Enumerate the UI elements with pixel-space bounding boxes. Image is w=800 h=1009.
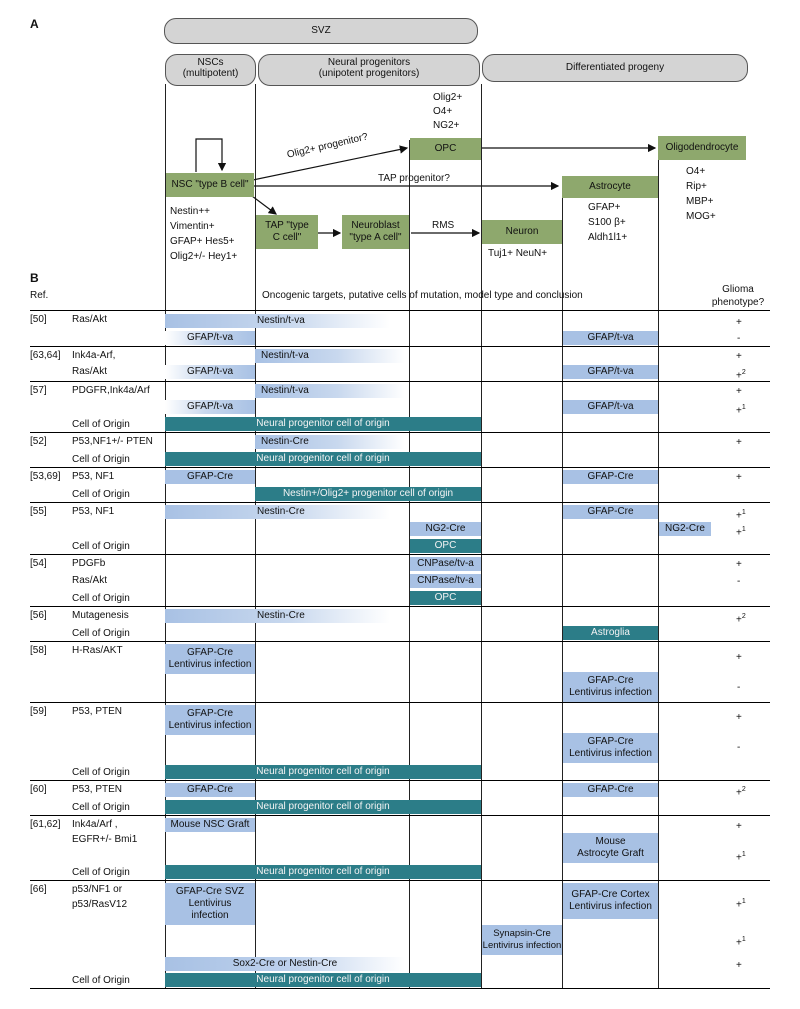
gfap-cre-lenti-bar	[165, 705, 255, 735]
gfap-tva-bar	[563, 331, 658, 345]
bar-label: Neural progenitor cell of origin	[256, 453, 390, 464]
row-divider	[30, 554, 770, 555]
coo-label: Cell of Origin	[72, 593, 130, 604]
phenotype-sign: +	[736, 852, 742, 864]
bar-label: GFAP-Cre	[587, 471, 634, 482]
row-divider	[30, 988, 770, 989]
origin-bar	[165, 973, 481, 987]
gfap-cre-cortex-bar	[563, 883, 658, 919]
astrocyte-marker: Aldh1l1+	[588, 232, 628, 243]
row-divider	[30, 502, 770, 503]
row-divider	[30, 467, 770, 468]
gfap-cre-svz-bar	[165, 883, 255, 925]
coo-label: Cell of Origin	[72, 767, 130, 778]
neuron-box	[482, 220, 562, 244]
tap-label-2: C cell"	[272, 232, 302, 243]
phenotype-mark	[736, 524, 746, 539]
bar-label: CNPase/tv-a	[417, 558, 474, 569]
phenotype-mark: +	[736, 559, 742, 570]
bar-label: Astroglia	[591, 627, 630, 638]
phenotype-mark: +	[736, 317, 742, 328]
phenotype-sup: 1	[741, 851, 746, 858]
gfap-tva-bar	[165, 331, 255, 345]
neuroblast-box	[342, 215, 409, 249]
glioma-header-1: Glioma	[722, 284, 754, 295]
bar-label: GFAP-Cre SVZ	[175, 886, 245, 897]
bar-label: GFAP-Cre	[587, 736, 634, 747]
ref-cell: [50]	[30, 314, 47, 325]
bar-label: Nestin+/Olig2+ progenitor cell of origin	[282, 488, 454, 499]
rms-label: RMS	[432, 220, 455, 231]
target-cell: H-Ras/AKT	[72, 645, 123, 656]
target-cell: Ink4a/Arf ,	[72, 819, 118, 830]
sox2-nestin-cre-bar	[165, 957, 405, 971]
ref-cell: [61,62]	[30, 819, 61, 830]
origin-bar	[165, 865, 481, 879]
differentiated-label: Differentiated progeny	[565, 62, 665, 73]
bar-label: Lentivirus infection	[569, 687, 652, 698]
bar-label: NG2-Cre	[425, 523, 466, 534]
ref-cell: [55]	[30, 506, 47, 517]
bar-label: GFAP/t-va	[587, 401, 634, 412]
ref-cell: [53,69]	[30, 471, 61, 482]
nsc-marker: Nestin++	[170, 206, 211, 217]
nsc-box	[166, 173, 254, 197]
astrocyte-marker: S100 β+	[588, 217, 626, 228]
bar-label: Sox2-Cre or Nestin-Cre	[232, 958, 338, 969]
target-cell: PDGFb	[72, 558, 106, 569]
origin-bar	[410, 539, 481, 553]
bar-label: GFAP-Cre	[587, 784, 634, 795]
row-divider	[30, 815, 770, 816]
origin-bar	[255, 487, 481, 501]
bar-label: GFAP/t-va	[186, 332, 234, 343]
bar-label: Neural progenitor cell of origin	[256, 801, 390, 812]
astrocyte-box	[562, 176, 658, 198]
gfap-tva-bar	[165, 400, 255, 414]
phenotype-mark	[736, 507, 746, 522]
phenotype-mark: +	[736, 960, 742, 971]
opc-marker: Olig2+	[433, 92, 463, 103]
bar-label: Lentivirus infection	[482, 940, 562, 951]
target-cell: P53, PTEN	[72, 706, 123, 717]
bar-label: Lentivirus infection	[168, 659, 252, 670]
nsc-label: NSC "type B cell"	[171, 179, 249, 190]
ref-cell: [54]	[30, 558, 47, 569]
coo-label: Cell of Origin	[72, 541, 130, 552]
phenotype-sign: +	[736, 787, 742, 799]
tap-label-1: TAP "type	[265, 220, 309, 231]
row-divider	[30, 702, 770, 703]
bar-label: Lentivirus infection	[569, 901, 652, 912]
astrocyte-label: Astrocyte	[589, 181, 631, 192]
tap-progenitor-label: TAP progenitor?	[378, 173, 450, 184]
gfap-cre-bar	[563, 470, 658, 484]
ref-cell: [59]	[30, 706, 47, 717]
nsc-marker: GFAP+ Hes5+	[170, 236, 235, 247]
nscs-label-2: (multipotent)	[182, 68, 239, 79]
bar-label: Lentivirus infection	[168, 720, 252, 731]
gfap-cre-lenti-bar	[563, 733, 658, 763]
coo-label: Cell of Origin	[72, 802, 130, 813]
origin-bar	[165, 452, 481, 466]
bar-label: infection	[191, 910, 229, 921]
nsc-marker: Vimentin+	[170, 221, 215, 232]
opc-box	[410, 138, 481, 160]
bar-label: GFAP-Cre Cortex	[571, 889, 650, 900]
row-divider	[30, 432, 770, 433]
cnpase-bar	[410, 574, 481, 588]
astrocyte-marker: GFAP+	[588, 202, 621, 213]
target-cell: p53/RasV12	[72, 899, 128, 910]
bar-label: CNPase/tv-a	[417, 575, 474, 586]
target-cell: P53,NF1+/- PTEN	[72, 436, 153, 447]
phenotype-mark: -	[737, 742, 741, 753]
gfap-cre-bar	[165, 783, 255, 797]
row-divider	[30, 310, 770, 311]
oligodendrocyte-box	[658, 136, 746, 160]
gfap-tva-bar	[563, 400, 658, 414]
coo-label: Cell of Origin	[72, 975, 130, 986]
bar-label: GFAP-Cre	[587, 506, 634, 517]
panel-b-label: B	[30, 271, 39, 285]
phenotype-mark	[736, 934, 746, 949]
synapsin-cre-bar	[482, 925, 562, 955]
phenotype-mark	[736, 784, 746, 799]
phenotype-mark: +	[736, 351, 742, 362]
phenotype-mark	[736, 611, 746, 626]
phenotype-mark: +	[736, 472, 742, 483]
row-divider	[30, 606, 770, 607]
coo-label: Cell of Origin	[72, 867, 130, 878]
phenotype-mark	[736, 849, 746, 864]
phenotype-sup: 2	[741, 369, 746, 376]
target-cell: Ras/Akt	[72, 366, 108, 377]
phenotype-sign: +	[736, 614, 742, 626]
coo-label: Cell of Origin	[72, 454, 130, 465]
origin-bar	[563, 626, 658, 640]
nestin-tva-bar	[255, 384, 405, 398]
phenotype-sup: 2	[741, 786, 746, 793]
coo-label: Cell of Origin	[72, 419, 130, 430]
row-divider	[30, 880, 770, 881]
neuron-marker: Tuj1+ NeuN+	[488, 248, 548, 259]
ng2-cre-bar	[410, 522, 481, 536]
nsc-marker: Olig2+/- Hey1+	[170, 251, 238, 262]
phenotype-sup: 1	[741, 509, 746, 516]
gfap-cre-lenti-bar	[563, 672, 658, 702]
row-divider	[30, 381, 770, 382]
gfap-cre-bar	[165, 470, 255, 484]
phenotype-sup: 1	[741, 526, 746, 533]
bar-label: Nestin/t-va	[261, 350, 309, 361]
target-cell: PDGFR,Ink4a/Arf	[72, 385, 150, 396]
target-cell: Ink4a-Arf,	[72, 350, 116, 361]
phenotype-mark: +	[736, 712, 742, 723]
olig2-progenitor-label: Olig2+ progenitor?	[286, 131, 369, 161]
coo-label: Cell of Origin	[72, 489, 130, 500]
bar-label: Neural progenitor cell of origin	[256, 418, 390, 429]
bar-label: GFAP-Cre	[186, 471, 234, 482]
row-divider	[30, 780, 770, 781]
mouse-astrocyte-graft-bar	[563, 833, 658, 863]
gfap-tva-bar	[165, 365, 255, 379]
phenotype-mark: -	[737, 682, 741, 693]
mouse-nsc-graft-bar	[165, 818, 255, 832]
table-header-text: Oncogenic targets, putative cells of mutation, model type and conclusion	[262, 290, 583, 301]
phenotype-sup: 1	[741, 898, 746, 905]
phenotype-mark	[736, 367, 746, 382]
row-divider	[30, 641, 770, 642]
bar-label: Neural progenitor cell of origin	[256, 766, 390, 777]
target-cell: P53, NF1	[72, 506, 115, 517]
ref-cell: [58]	[30, 645, 47, 656]
bar-label: GFAP-Cre	[186, 784, 234, 795]
origin-bar	[165, 417, 481, 431]
bar-label: Nestin-Cre	[257, 610, 305, 621]
origin-bar	[410, 591, 481, 605]
ng2-cre-bar	[659, 522, 711, 536]
bar-label: Nestin-Cre	[257, 506, 305, 517]
target-cell: Ras/Akt	[72, 314, 108, 325]
bar-label: Lentivirus	[188, 898, 232, 909]
ref-header: Ref.	[30, 290, 49, 301]
phenotype-mark	[736, 402, 746, 417]
cnpase-bar	[410, 557, 481, 571]
ref-cell: [56]	[30, 610, 47, 621]
bar-label: Mouse NSC Graft	[170, 819, 250, 830]
oligo-marker: Rip+	[686, 181, 707, 192]
phenotype-mark: +	[736, 652, 742, 663]
nestin-cre-bar	[165, 609, 390, 623]
bar-label: GFAP/t-va	[186, 401, 234, 412]
phenotype-mark: +	[736, 386, 742, 397]
nestin-cre-bar	[255, 435, 405, 449]
svz-label: SVZ	[311, 25, 331, 36]
phenotype-sign: +	[736, 370, 742, 382]
row-divider	[30, 346, 770, 347]
bar-label: OPC	[434, 592, 457, 603]
ref-cell: [60]	[30, 784, 47, 795]
bar-label: GFAP-Cre	[186, 647, 234, 658]
gfap-cre-bar	[563, 505, 658, 519]
oligo-marker: O4+	[686, 166, 706, 177]
coo-label: Cell of Origin	[72, 628, 130, 639]
oligo-marker: MOG+	[686, 211, 716, 222]
phenotype-sign: +	[736, 527, 742, 539]
opc-label: OPC	[434, 143, 457, 154]
target-cell: EGFR+/- Bmi1	[72, 834, 138, 845]
phenotype-mark: -	[737, 576, 741, 587]
bar-label: Nestin-Cre	[261, 436, 309, 447]
bar-label: OPC	[434, 540, 457, 551]
bar-label: Nestin/t-va	[261, 385, 309, 396]
target-cell: Mutagenesis	[72, 610, 129, 621]
bar-label: Astrocyte Graft	[577, 848, 644, 859]
neuroblast-label-2: "type A cell"	[349, 232, 402, 243]
target-cell: p53/NF1 or	[72, 884, 123, 895]
target-cell: P53, NF1	[72, 471, 115, 482]
oligo-marker: MBP+	[686, 196, 714, 207]
phenotype-mark: +	[736, 821, 742, 832]
phenotype-sign: +	[736, 405, 742, 417]
gfap-tva-bar	[563, 365, 658, 379]
oligodendrocyte-label: Oligodendrocyte	[665, 142, 739, 153]
bar-label: Synapsin-Cre	[493, 928, 551, 939]
origin-bar	[165, 765, 481, 779]
phenotype-mark: -	[737, 333, 741, 344]
bar-label: GFAP/t-va	[587, 332, 634, 343]
tap-box	[256, 215, 318, 249]
phenotype-sup: 2	[741, 613, 746, 620]
bar-label: GFAP-Cre	[186, 708, 234, 719]
bar-label: Mouse	[595, 836, 626, 847]
glioma-header-2: phenotype?	[711, 297, 765, 308]
nestin-tva-bar	[165, 314, 390, 328]
nestin-tva-bar	[255, 349, 405, 363]
target-cell: P53, PTEN	[72, 784, 123, 795]
ref-cell: [57]	[30, 385, 47, 396]
progenitors-label-1: Neural progenitors	[327, 57, 411, 68]
ref-cell: [63,64]	[30, 350, 61, 361]
bar-label: GFAP/t-va	[186, 366, 234, 377]
origin-bar	[165, 800, 481, 814]
neuroblast-label-1: Neuroblast	[351, 220, 400, 231]
phenotype-sign: +	[736, 510, 742, 522]
gfap-cre-lenti-bar	[165, 644, 255, 674]
phenotype-mark: +	[736, 437, 742, 448]
phenotype-sign: +	[736, 937, 742, 949]
bar-label: Nestin/t-va	[257, 315, 305, 326]
bar-label: NG2-Cre	[664, 523, 705, 534]
progenitors-label-2: (unipotent progenitors)	[318, 68, 420, 79]
bar-label: Lentivirus infection	[569, 748, 652, 759]
phenotype-sup: 1	[741, 936, 746, 943]
panel-a-label: A	[30, 17, 39, 31]
bar-label: Neural progenitor cell of origin	[256, 866, 390, 877]
nestin-cre-bar	[165, 505, 390, 519]
bar-label: GFAP/t-va	[587, 366, 634, 377]
phenotype-sign: +	[736, 899, 742, 911]
phenotype-sup: 1	[741, 404, 746, 411]
nscs-label-1: NSCs	[197, 57, 224, 68]
neuron-label: Neuron	[505, 226, 539, 237]
bar-label: GFAP-Cre	[587, 675, 634, 686]
target-cell: Ras/Akt	[72, 575, 108, 586]
ref-cell: [52]	[30, 436, 47, 447]
bar-label: Neural progenitor cell of origin	[256, 974, 390, 985]
gfap-cre-bar	[563, 783, 658, 797]
opc-marker: NG2+	[433, 120, 460, 131]
opc-marker: O4+	[433, 106, 453, 117]
ref-cell: [66]	[30, 884, 47, 895]
phenotype-mark	[736, 896, 746, 911]
